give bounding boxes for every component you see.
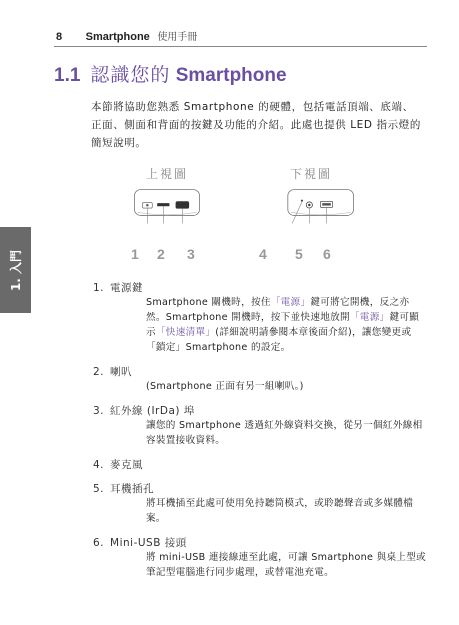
item-number: 6.	[93, 537, 105, 549]
item-number: 1.	[93, 282, 105, 294]
item-number: 5.	[93, 483, 105, 495]
intro-paragraph: 本節將協助您熟悉 Smartphone 的硬體，包括電話頂端、底端、正面、側面和背面的按鍵及功能的介紹。此處也提供 LED 指示燈的簡短說明。	[91, 101, 421, 149]
list-item	[93, 481, 428, 526]
page-header	[56, 28, 197, 43]
chapter-side-tab-label: 1. 入門	[9, 249, 23, 291]
item-title: 電源鍵	[110, 282, 144, 294]
item-title: 喇叭	[110, 366, 133, 378]
top-view-device-diagram	[113, 189, 221, 232]
callout-2: 2	[157, 246, 165, 262]
item-title: 麥克風	[110, 459, 144, 471]
item-description: (Smartphone 正面有另一組喇叭。)	[146, 381, 304, 392]
section-title-cn: 認識您的	[90, 65, 171, 86]
list-item	[93, 364, 428, 394]
section-number: 1.1	[54, 65, 81, 86]
item-description: 將 mini-USB 連接線連至此處，可讓 Smartphone 與桌上型或筆記型電腦進行同步處理，或替電池充電。	[146, 552, 427, 578]
list-item	[93, 403, 428, 448]
item-title: 耳機插孔	[110, 483, 155, 495]
header-rule	[54, 46, 427, 47]
item-description: 讓您的 Smartphone 透過紅外線資料交換，從另一個紅外線相容裝置接收資料。	[146, 420, 423, 446]
item-title: Mini-USB 接頭	[110, 537, 187, 549]
item-number: 2.	[93, 366, 105, 378]
list-item	[93, 280, 428, 355]
chapter-side-tab	[0, 227, 31, 313]
component-list	[93, 280, 428, 589]
page-number: 8	[56, 31, 63, 43]
top-view-label: 上視圖	[146, 167, 189, 181]
item-title: 紅外線 (IrDa) 埠	[110, 405, 195, 417]
item-number: 3.	[93, 405, 105, 417]
section-heading	[54, 60, 287, 87]
item-description: 將耳機插至此處可使用免持聽筒模式，或聆聽聲音或多媒體檔案。	[146, 498, 414, 524]
callout-3: 3	[187, 246, 195, 262]
item-description: Smartphone 關機時，按住「電源」鍵可將它開機，反之亦然。Smartphone 開機時，按下並快速地放開「電源」鍵可顯示「快速清單」(詳細說明請參閱本章後面介紹)，讓您變更或「鎖定」Smartphone 的設定。	[146, 297, 420, 353]
book-title: Smartphone	[85, 31, 150, 43]
section-title-en: Smartphone	[175, 65, 287, 86]
list-item	[93, 457, 428, 472]
item-number: 4.	[93, 459, 105, 471]
callout-4: 4	[259, 246, 267, 262]
callout-5: 5	[295, 246, 303, 262]
book-suffix: 使用手冊	[157, 32, 198, 43]
list-item	[93, 535, 428, 580]
callout-6: 6	[323, 246, 331, 262]
bottom-view-device-diagram	[266, 189, 376, 232]
callout-1: 1	[131, 246, 139, 262]
bottom-view-label: 下視圖	[290, 167, 333, 181]
